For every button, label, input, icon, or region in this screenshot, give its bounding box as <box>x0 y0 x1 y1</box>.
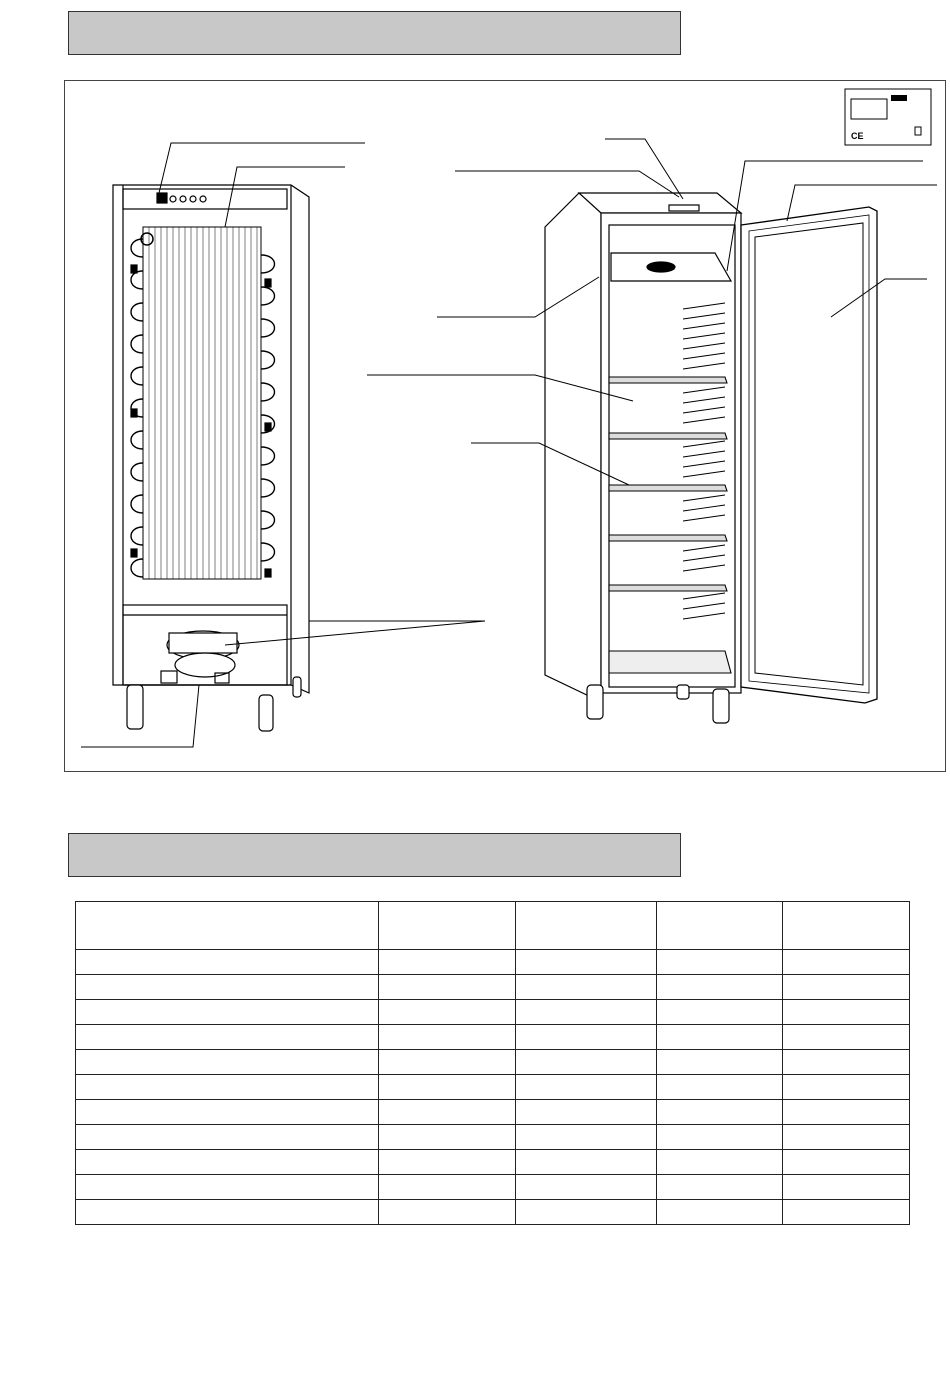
table-cell <box>657 1200 783 1225</box>
appliance-illustration <box>65 81 947 773</box>
table-cell <box>783 1150 910 1175</box>
table-cell <box>783 1200 910 1225</box>
table-cell <box>76 1075 379 1100</box>
table-cell <box>657 1125 783 1150</box>
table-cell <box>783 1075 910 1100</box>
column-header <box>657 902 783 950</box>
table-cell <box>657 1100 783 1125</box>
table-cell <box>76 1100 379 1125</box>
rating-plate <box>845 89 931 145</box>
table-row <box>76 1100 910 1125</box>
table-cell <box>783 1000 910 1025</box>
table-cell <box>657 1050 783 1075</box>
table-cell <box>379 975 516 1000</box>
table-cell <box>379 1175 516 1200</box>
table-cell <box>379 950 516 975</box>
table-cell <box>516 1175 657 1200</box>
table-row <box>76 1175 910 1200</box>
table-row <box>76 1000 910 1025</box>
table-cell <box>516 1125 657 1150</box>
table-cell <box>657 1025 783 1050</box>
table-cell <box>379 1100 516 1125</box>
table-cell <box>76 975 379 1000</box>
table-cell <box>783 1175 910 1200</box>
appliance-figure-frame <box>64 80 946 772</box>
table-cell <box>76 1050 379 1075</box>
column-header <box>379 902 516 950</box>
table-cell <box>379 1200 516 1225</box>
column-header <box>76 902 379 950</box>
table-cell <box>657 1075 783 1100</box>
table-row <box>76 1125 910 1150</box>
table-cell <box>379 1150 516 1175</box>
table-cell <box>516 1200 657 1225</box>
table-cell <box>516 1075 657 1100</box>
table-cell <box>76 1175 379 1200</box>
table-cell <box>783 975 910 1000</box>
table-cell <box>76 1025 379 1050</box>
table-cell <box>379 1075 516 1100</box>
table-cell <box>783 1100 910 1125</box>
table-cell <box>783 1025 910 1050</box>
table-row <box>76 1025 910 1050</box>
table-cell <box>783 1125 910 1150</box>
table-row <box>76 1150 910 1175</box>
table-cell <box>379 1125 516 1150</box>
table-cell <box>516 975 657 1000</box>
table-cell <box>657 1175 783 1200</box>
table-cell <box>516 1000 657 1025</box>
table-cell <box>76 1125 379 1150</box>
column-header <box>516 902 657 950</box>
column-header <box>783 902 910 950</box>
section-header-bar-bottom <box>68 833 681 877</box>
rear-view-cabinet <box>113 185 309 731</box>
table-cell <box>657 950 783 975</box>
table-cell <box>76 950 379 975</box>
table-row <box>76 1200 910 1225</box>
table-cell <box>783 1050 910 1075</box>
table-cell <box>76 1000 379 1025</box>
table-cell <box>379 1050 516 1075</box>
table-cell <box>516 1150 657 1175</box>
table-row <box>76 1075 910 1100</box>
table-cell <box>379 1000 516 1025</box>
table-cell <box>76 1150 379 1175</box>
front-view-cabinet <box>545 193 877 723</box>
table-cell <box>76 1200 379 1225</box>
table-cell <box>657 1150 783 1175</box>
table-cell <box>657 975 783 1000</box>
table-cell <box>379 1025 516 1050</box>
section-header-bar-top <box>68 11 681 55</box>
table-row <box>76 1050 910 1075</box>
table-cell <box>516 950 657 975</box>
table-row <box>76 975 910 1000</box>
table-row <box>76 950 910 975</box>
table-cell <box>516 1025 657 1050</box>
table-cell <box>516 1050 657 1075</box>
table-cell <box>783 950 910 975</box>
table-cell <box>657 1000 783 1025</box>
table-cell <box>516 1100 657 1125</box>
ce-mark: CE <box>851 131 864 141</box>
table-header-row <box>76 902 910 950</box>
specification-table <box>75 901 910 1225</box>
